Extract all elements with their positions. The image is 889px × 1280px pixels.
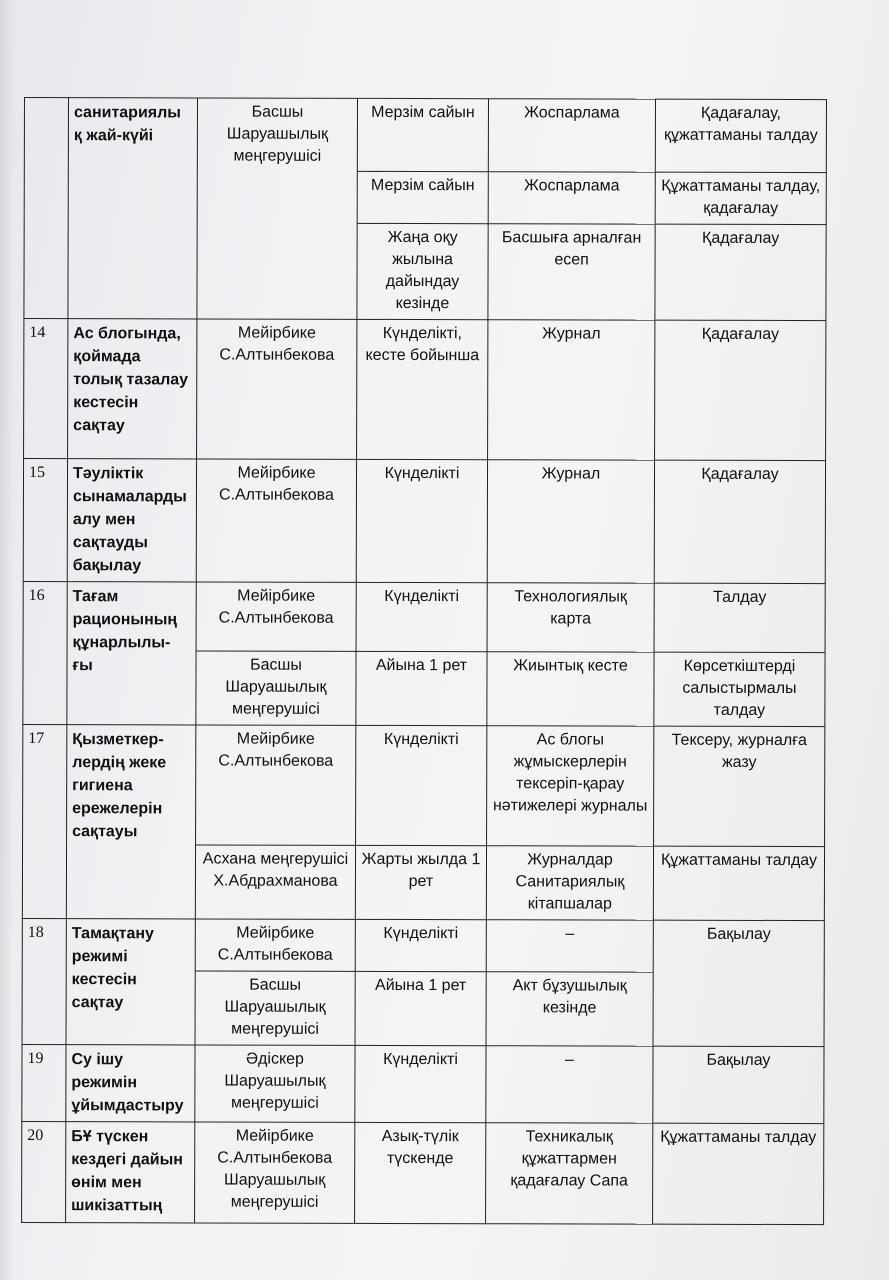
responsible-person: Мейірбике С.Алтынбекова: [196, 725, 356, 845]
row-number: [24, 98, 69, 319]
responsible-person: Басшы Шаруашылық меңгерушісі: [197, 98, 358, 319]
control-frequency: Күнделікті: [356, 725, 487, 845]
table-row: [23, 459, 825, 584]
control-method: Құжаттаманы талдау: [653, 846, 824, 920]
table-row: [23, 724, 825, 846]
responsible-person: Мейірбике С.Алтынбекова Шаруашылық меңгерушісі: [195, 1122, 355, 1223]
row-number: 14: [24, 319, 68, 459]
row-number: 18: [22, 918, 66, 1044]
control-method: Қадағалау: [655, 320, 826, 460]
responsible-person: Мейірбике С.Алтынбекова: [195, 919, 355, 971]
control-frequency: Күнделікті: [355, 1045, 486, 1122]
result-form: Басшыға арналған есеп: [488, 224, 655, 320]
control-frequency: Айына 1 рет: [355, 971, 486, 1045]
control-topic: Ас блогында, қоймада толық тазалау кестесін сақтау: [68, 319, 197, 459]
table-row: [22, 1044, 824, 1123]
control-plan-table: [21, 97, 827, 1225]
responsible-person: Басшы Шаруашылық меңгерушісі: [196, 651, 356, 725]
result-form: Жоспарлама: [488, 99, 655, 172]
row-number: 20: [22, 1121, 66, 1222]
responsible-person: Асхана меңгерушісі Х.Абдрахманова: [195, 845, 355, 919]
result-form: –: [486, 1046, 653, 1123]
row-number: 19: [22, 1044, 66, 1121]
result-form: Журналдар Санитариялық кітапшалар: [486, 846, 653, 920]
control-frequency: Айына 1 рет: [356, 651, 487, 725]
control-frequency: Күнделікті: [356, 459, 487, 582]
control-frequency: Күнделікті: [356, 582, 487, 651]
control-method: Бақылау: [653, 920, 824, 1046]
result-form: Технологиялық карта: [487, 583, 654, 652]
table-row: [24, 98, 826, 173]
result-form: Техникалық құжаттармен қадағалау Сапа: [486, 1123, 653, 1224]
responsible-person: Мейірбике С.Алтынбекова: [196, 459, 356, 582]
control-method: Қадағалау: [655, 224, 826, 320]
control-topic: БҰ түскен кездегі дайын өнім мен шикізаттың: [66, 1122, 195, 1223]
control-frequency: Күнделікті, кесте бойынша: [357, 319, 488, 459]
control-topic: Қызметкер-лердің жеке гигиена ережелерін сақтауы: [66, 725, 196, 919]
responsible-person: Басшы Шаруашылық меңгерушісі: [195, 971, 355, 1045]
result-form: Журнал: [488, 320, 655, 460]
result-form: Ас блогы жұмыскерлерін тексеріп-қарау нәтижелері журналы: [487, 726, 654, 846]
table-row: [22, 1121, 824, 1224]
result-form: Жиынтық кесте: [487, 652, 654, 726]
control-frequency: Күнделікті: [355, 919, 486, 971]
responsible-person: Мейірбике С.Алтынбекова: [196, 582, 356, 651]
control-method: Қадағалау, құжаттаманы талдау: [655, 99, 826, 172]
control-topic: санитариялы қ жай-күйі: [68, 98, 198, 319]
control-frequency: Азық-түлік түскенде: [355, 1122, 486, 1223]
table-row: [23, 581, 825, 652]
control-method: Тексеру, журналға жазу: [654, 726, 825, 846]
result-form: –: [486, 920, 653, 972]
result-form: Акт бұзушылық кезінде: [486, 972, 653, 1046]
row-number: 16: [23, 581, 67, 724]
control-method: Көрсеткіштерді салыстырмалы талдау: [654, 652, 825, 726]
control-frequency: Мерзім сайын: [357, 171, 488, 223]
control-frequency: Мерзім сайын: [357, 98, 488, 171]
control-topic: Тамақтану режимі кестесін сақтау: [66, 919, 195, 1045]
control-frequency: Жаңа оқу жылына дайындау кезінде: [357, 223, 488, 319]
control-frequency: Жарты жылда 1 рет: [355, 845, 486, 919]
control-method: Құжаттаманы талдау: [653, 1123, 824, 1224]
table-row: [24, 319, 826, 461]
page-edge-shadow: [0, 0, 14, 1280]
row-number: 17: [22, 724, 67, 918]
table-row: [22, 918, 824, 972]
row-number: 15: [23, 459, 67, 582]
control-topic: Тағам рационының құнарлылы-ғы: [67, 582, 196, 725]
result-form: Жоспарлама: [488, 172, 655, 224]
control-topic: Су ішу режимін ұйымдастыру: [66, 1045, 195, 1122]
responsible-person: Мейірбике С.Алтынбекова: [197, 319, 357, 459]
result-form: Журнал: [487, 460, 654, 583]
control-method: Талдау: [654, 583, 825, 652]
control-method: Бақылау: [653, 1046, 824, 1123]
control-method: Қадағалау: [654, 460, 825, 583]
control-topic: Тәуліктік сынамаларды алу мен сақтауды бақылау: [67, 459, 196, 582]
responsible-person: Әдіскер Шаруашылық меңгерушісі: [195, 1045, 355, 1122]
control-method: Құжаттаманы талдау, қадағалау: [655, 172, 826, 224]
